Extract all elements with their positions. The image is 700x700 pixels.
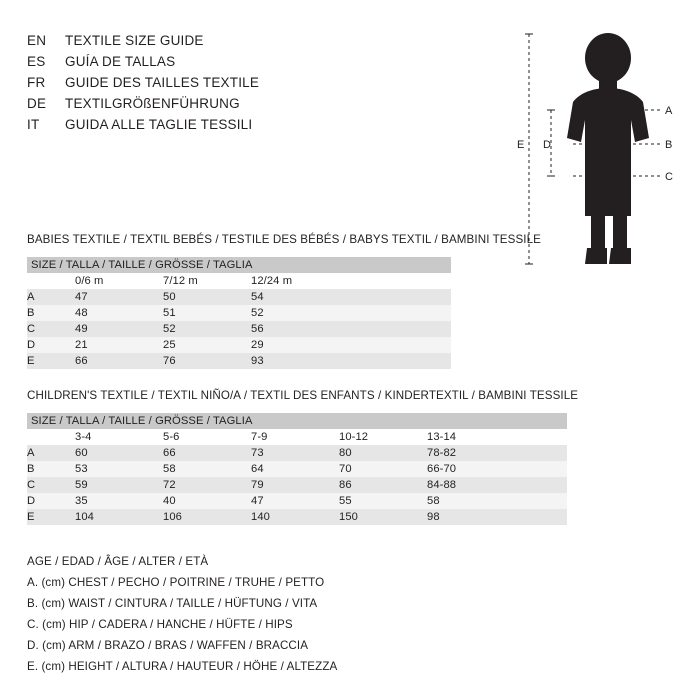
row-value: 76 [163, 353, 251, 369]
row-value: 140 [251, 509, 339, 525]
row-key: E [27, 509, 75, 525]
column-header: 10-12 [339, 431, 369, 443]
table-row [27, 477, 567, 493]
row-value: 60 [75, 445, 163, 461]
row-key: C [27, 321, 75, 337]
row-key: B [27, 461, 75, 477]
title-text: TEXTILE SIZE GUIDE [65, 33, 204, 48]
title-block [27, 33, 487, 138]
babies-size-table [27, 257, 451, 369]
marker-label-A: A [665, 105, 673, 117]
title-row [27, 33, 487, 54]
legend-line: D. (cm) ARM / BRAZO / BRAS / WAFFEN / BRACCIA [27, 639, 309, 652]
table-row [27, 493, 567, 509]
table-header-row [27, 257, 451, 273]
legend-line: B. (cm) WAIST / CINTURA / TAILLE / HÜFTUNG / VITA [27, 597, 318, 610]
column-header: 3-4 [75, 431, 92, 443]
legend-line: A. (cm) CHEST / PECHO / POITRINE / TRUHE / PETTO [27, 576, 325, 589]
marker-label-D: D [543, 139, 551, 151]
row-value: 21 [75, 337, 163, 353]
table-column-row [27, 273, 451, 289]
row-key: D [27, 337, 75, 353]
row-value: 106 [163, 509, 251, 525]
title-lang-code: FR [27, 75, 46, 90]
legend-line: E. (cm) HEIGHT / ALTURA / HAUTEUR / HÖHE / ALTEZZA [27, 660, 338, 673]
table-row [27, 461, 567, 477]
row-key: A [27, 445, 75, 461]
table-row [27, 321, 451, 337]
marker-label-C: C [665, 171, 673, 183]
marker-label-B: B [665, 139, 673, 151]
row-value: 66 [163, 445, 251, 461]
row-value: 66 [75, 353, 163, 369]
row-value: 70 [339, 461, 427, 477]
table-header-row [27, 413, 567, 429]
row-value: 48 [75, 305, 163, 321]
row-value: 52 [251, 305, 451, 321]
column-header: 13-14 [427, 431, 457, 443]
table-column-row [27, 429, 567, 445]
row-value: 50 [163, 289, 251, 305]
row-value: 59 [75, 477, 163, 493]
column-header: 7/12 m [163, 275, 198, 287]
row-value: 29 [251, 337, 451, 353]
children-size-label: SIZE / TALLA / TAILLE / GRÖSSE / TAGLIA [27, 413, 567, 429]
row-value: 93 [251, 353, 451, 369]
row-value: 51 [163, 305, 251, 321]
row-value: 35 [75, 493, 163, 509]
title-lang-code: DE [27, 96, 47, 111]
column-header: 7-9 [251, 431, 268, 443]
table-row [27, 337, 451, 353]
row-value: 98 [427, 509, 567, 525]
title-text: TEXTILGRÖßENFÜHRUNG [65, 96, 240, 111]
legend-line: C. (cm) HIP / CADERA / HANCHE / HÜFTE / HIPS [27, 618, 293, 631]
table-row [27, 289, 451, 305]
spacer-cell [27, 429, 75, 445]
row-value: 55 [339, 493, 427, 509]
babies-size-label: SIZE / TALLA / TAILLE / GRÖSSE / TAGLIA [27, 257, 451, 273]
title-text: GUÍA DE TALLAS [65, 54, 176, 69]
title-row [27, 117, 487, 138]
column-header: 0/6 m [75, 275, 104, 287]
table-row [27, 353, 451, 369]
row-value: 58 [427, 493, 567, 509]
title-row [27, 96, 487, 117]
silhouette-shape [567, 33, 649, 264]
row-value: 104 [75, 509, 163, 525]
title-text: GUIDA ALLE TAGLIE TESSILI [65, 117, 253, 132]
row-value: 79 [251, 477, 339, 493]
marker-label-E: E [517, 139, 525, 151]
row-value: 86 [339, 477, 427, 493]
row-value: 84-88 [427, 477, 567, 493]
row-value: 53 [75, 461, 163, 477]
row-value: 54 [251, 289, 451, 305]
row-value: 78-82 [427, 445, 567, 461]
row-value: 25 [163, 337, 251, 353]
row-value: 47 [75, 289, 163, 305]
children-size-table [27, 413, 567, 525]
row-value: 47 [251, 493, 339, 509]
legend-line: AGE / EDAD / ÂGE / ALTER / ETÀ [27, 555, 209, 568]
column-header: 5-6 [163, 431, 180, 443]
row-key: E [27, 353, 75, 369]
table-row [27, 509, 567, 525]
row-value: 66-70 [427, 461, 567, 477]
row-key: C [27, 477, 75, 493]
measurement-legend [27, 551, 547, 677]
title-text: GUIDE DES TAILLES TEXTILE [65, 75, 260, 90]
row-value: 56 [251, 321, 451, 337]
row-key: A [27, 289, 75, 305]
row-value: 73 [251, 445, 339, 461]
row-value: 58 [163, 461, 251, 477]
title-lang-code: ES [27, 54, 46, 69]
table-row [27, 445, 567, 461]
row-value: 40 [163, 493, 251, 509]
title-row [27, 75, 487, 96]
column-header: 12/24 m [251, 275, 293, 287]
babies-section-heading: BABIES TEXTILE / TEXTIL BEBÉS / TESTILE DES BÉBÉS / BABYS TEXTIL / BAMBINI TESSILE [27, 233, 542, 246]
row-key: B [27, 305, 75, 321]
row-key: D [27, 493, 75, 509]
title-lang-code: IT [27, 117, 40, 132]
row-value: 64 [251, 461, 339, 477]
row-value: 52 [163, 321, 251, 337]
title-row [27, 54, 487, 75]
children-section-heading: CHILDREN'S TEXTILE / TEXTIL NIÑO/A / TEXTIL DES ENFANTS / KINDERTEXTIL / BAMBINI TESSILE [27, 389, 579, 402]
row-value: 49 [75, 321, 163, 337]
spacer-cell [27, 273, 75, 289]
row-value: 80 [339, 445, 427, 461]
title-lang-code: EN [27, 33, 47, 48]
row-value: 150 [339, 509, 427, 525]
row-value: 72 [163, 477, 251, 493]
table-row [27, 305, 451, 321]
